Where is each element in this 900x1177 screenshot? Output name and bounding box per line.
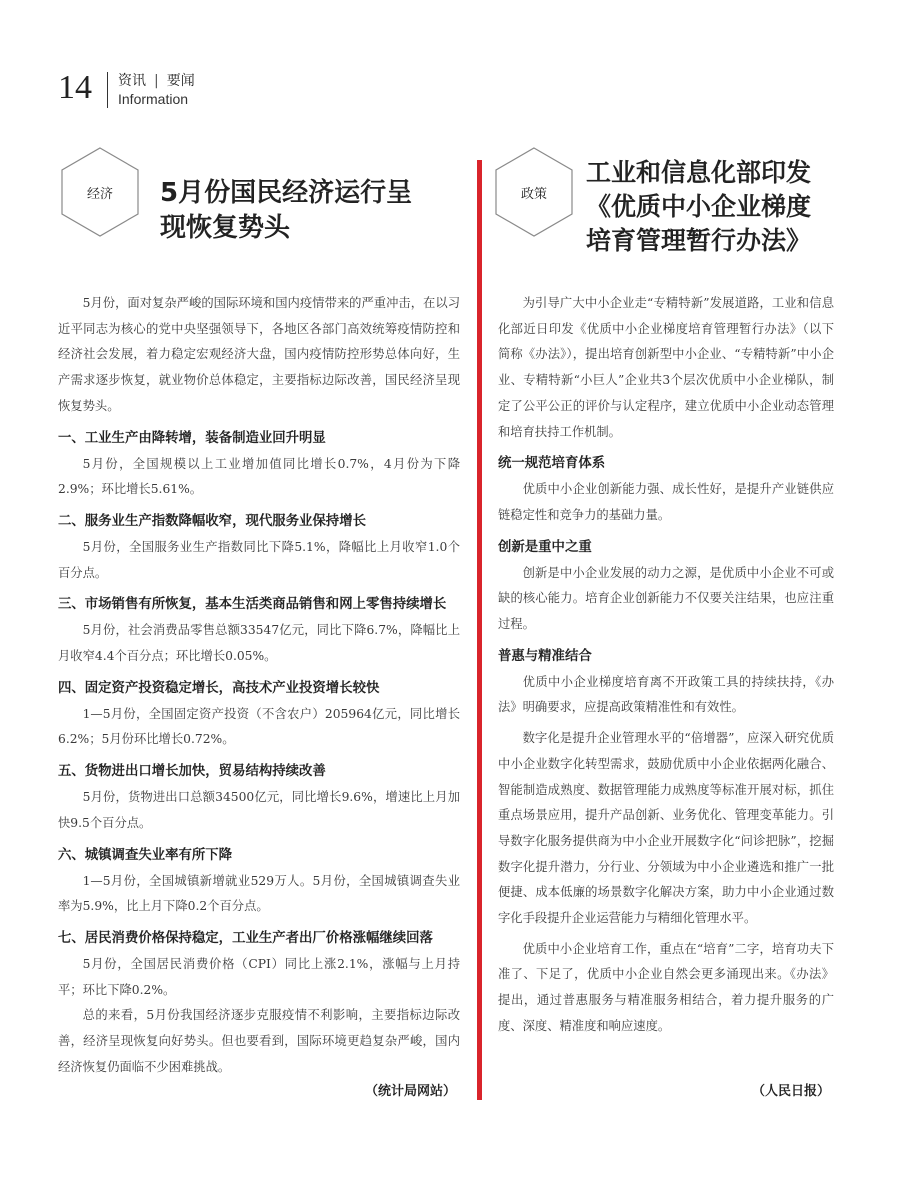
left-article-body bbox=[58, 291, 460, 1080]
right-section-heading: 普惠与精准结合 bbox=[498, 648, 592, 664]
right-section-body: 优质中小企业创新能力强、成长性好，是提升产业链供应链稳定性和竞争力的基础力量。 bbox=[498, 482, 834, 522]
page-number: 14 bbox=[58, 69, 92, 106]
right-tag-hexagon bbox=[494, 146, 574, 238]
right-source: （人民日报） bbox=[751, 1084, 830, 1099]
left-section-body: 5月份，全国居民消费价格（CPI）同比上涨2.1%，涨幅与上月持平；环比下降0.2%。 bbox=[58, 956, 460, 997]
right-section-heading: 创新是重中之重 bbox=[498, 539, 592, 555]
left-section-heading: 二、服务业生产指数降幅收窄，现代服务业保持增长 bbox=[58, 513, 366, 529]
right-final-paragraph: 优质中小企业培育工作，重点在“培育”二字，培育功夫下准了、下足了，优质中小企业自然会更多涌现出来。《办法》提出，通过普惠服务与精准服务相结合，着力提升服务的广度、深度、精准度和响应速度。 bbox=[498, 941, 834, 1033]
left-source: （统计局网站） bbox=[364, 1084, 456, 1099]
right-title-line: 培育管理暂行办法》 bbox=[586, 226, 812, 255]
left-section-heading: 七、居民消费价格保持稳定，工业生产者出厂价格涨幅继续回落 bbox=[58, 930, 433, 946]
right-intro-paragraph: 为引导广大中小企业走“专精特新”发展道路，工业和信息化部近日印发《优质中小企业梯度培育管理暂行办法》（以下简称《办法》），提出培育创新型中小企业、“专精特新”中小企业、专精特新“小巨人”企业共3个层次优质中小企业梯队，制定了公平公正的评价与认定程序，建立优质中小企业动态管理和培育扶持工作机制。 bbox=[498, 296, 834, 439]
left-tag-hexagon bbox=[60, 146, 140, 238]
left-section-heading: 一、工业生产由降转增，装备制造业回升明显 bbox=[58, 430, 326, 446]
right-tag-label: 政策 bbox=[520, 186, 547, 202]
left-intro-paragraph: 5月份，面对复杂严峻的国际环境和国内疫情带来的严重冲击，在以习近平同志为核心的党中央坚强领导下，各地区各部门高效统筹疫情防控和经济社会发展，着力稳定宏观经济大盘，国内疫情防控形势总体向好，生产需求逐步恢复，就业物价总体稳定，主要指标边际改善，国民经济呈现恢复势头。 bbox=[58, 296, 460, 413]
left-title-line: 5月份国民经济运行呈 bbox=[160, 178, 413, 208]
left-section-body: 5月份，货物进出口总额34500亿元，同比增长9.6%，增速比上月加快9.5个百分点。 bbox=[58, 790, 460, 830]
left-section-heading: 六、城镇调查失业率有所下降 bbox=[58, 847, 233, 863]
left-tag-label: 经济 bbox=[86, 186, 113, 202]
section-label bbox=[118, 70, 195, 90]
section-english: Information bbox=[118, 91, 189, 107]
right-title-line: 《优质中小企业梯度 bbox=[586, 192, 812, 221]
column-divider-bar bbox=[477, 160, 482, 1100]
right-article-body bbox=[498, 291, 834, 1040]
left-section-body: 1—5月份，全国固定资产投资（不含农户）205964亿元，同比增长6.2%；5月份环比增长0.72%。 bbox=[58, 706, 460, 747]
right-section-body: 优质中小企业梯度培育离不开政策工具的持续扶持，《办法》明确要求，应提高政策精准性和有效性。 bbox=[498, 674, 834, 715]
section-pipe: | bbox=[154, 73, 159, 89]
right-title-line: 工业和信息化部印发 bbox=[586, 158, 812, 187]
left-section-body: 5月份，全国规模以上工业增加值同比增长0.7%，4月份为下降2.9%；环比增长5.61%。 bbox=[58, 456, 460, 497]
right-digital-paragraph: 数字化是提升企业管理水平的“倍增器”，应深入研究优质中小企业数字化转型需求，鼓励优质中小企业依据两化融合、智能制造成熟度、数据管理能力成熟度等标准开展对标，抓住重点场景应用，提升产品创新、业务优化、管理变革能力。引导数字化服务提供商为中小企业开展数字化“问诊把脉”，挖掘数字化提升潜力，分行业、分领域为中小企业遴选和推广一批便捷、成本低廉的场景数字化解决方案，助力中小企业通过数字化手段提升企业运营能力与精细化管理水平。 bbox=[498, 731, 834, 926]
subsection-name: 要闻 bbox=[166, 73, 195, 89]
left-title-line: 现恢复势头 bbox=[160, 213, 291, 243]
left-section-body: 1—5月份，全国城镇新增就业529万人。5月份，全国城镇调查失业率为5.9%，比上月下降0.2个百分点。 bbox=[58, 873, 460, 914]
right-section-body: 创新是中小企业发展的动力之源，是优质中小企业不可或缺的核心能力。培育企业创新能力不仅要关注结果，也应注重过程。 bbox=[498, 565, 834, 632]
left-section-body: 5月份，全国服务业生产指数同比下降5.1%，降幅比上月收窄1.0个百分点。 bbox=[58, 539, 460, 580]
right-section-heading: 统一规范培育体系 bbox=[498, 456, 606, 472]
left-section-heading: 四、固定资产投资稳定增长，高技术产业投资增长较快 bbox=[58, 680, 380, 696]
left-conclusion-paragraph: 总的来看，5月份我国经济逐步克服疫情不利影响，主要指标边际改善，经济呈现恢复向好势头。但也要看到，国际环境更趋复杂严峻，国内经济恢复仍面临不少困难挑战。 bbox=[58, 1008, 460, 1074]
right-article-title bbox=[586, 156, 811, 258]
left-section-heading: 五、货物进出口增长加快，贸易结构持续改善 bbox=[58, 764, 326, 780]
header-divider bbox=[107, 72, 108, 108]
section-name: 资讯 bbox=[118, 73, 146, 89]
left-article-title bbox=[160, 176, 412, 246]
left-section-heading: 三、市场销售有所恢复，基本生活类商品销售和网上零售持续增长 bbox=[58, 597, 447, 613]
left-section-body: 5月份，社会消费品零售总额33547亿元，同比下降6.7%，降幅比上月收窄4.4个百分点；环比增长0.05%。 bbox=[58, 623, 460, 664]
